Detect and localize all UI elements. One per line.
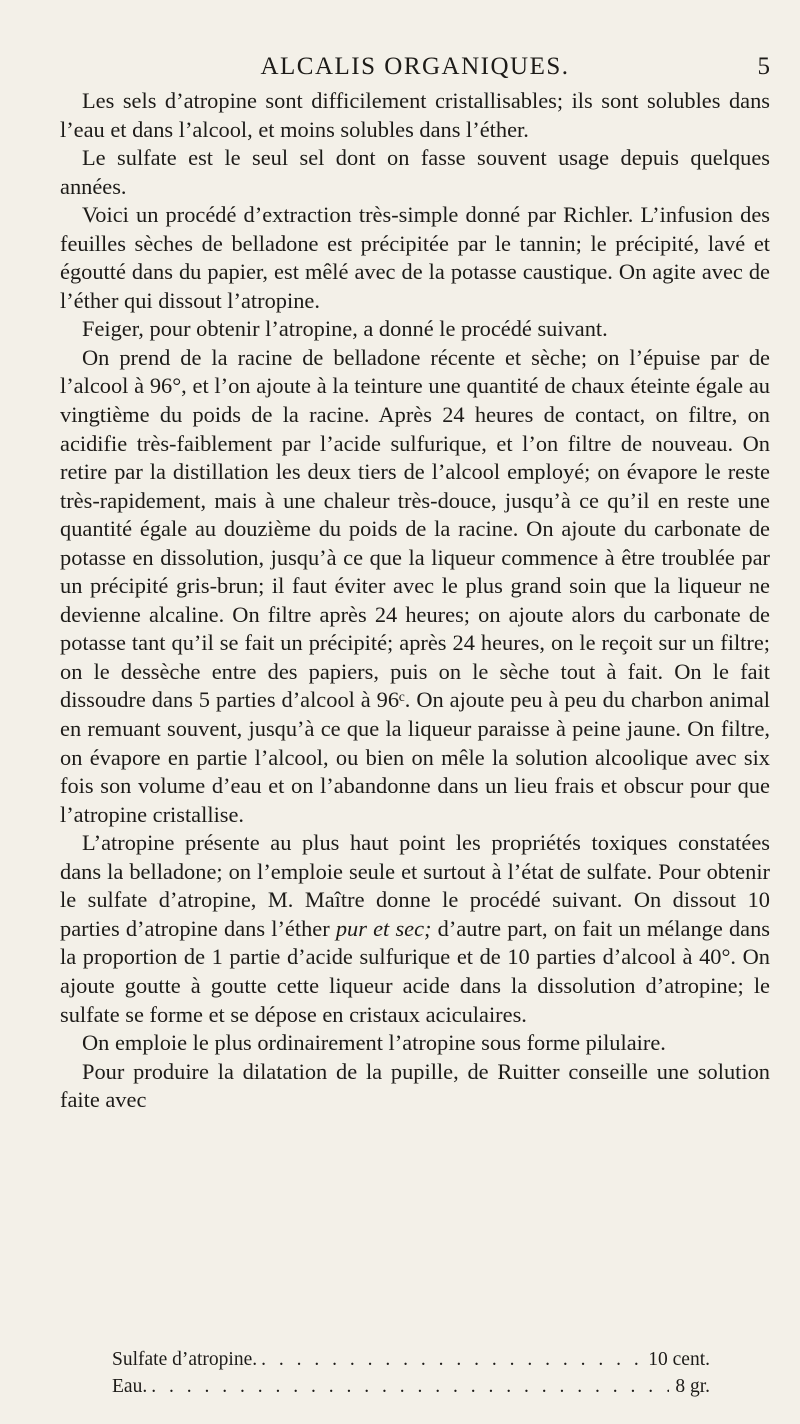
italic-text: pur et sec; <box>335 915 432 941</box>
ingredient-quantity: 8 gr. <box>675 1376 710 1397</box>
running-head <box>60 52 770 88</box>
dot-leader <box>151 1373 669 1400</box>
dot-leader <box>261 1346 642 1373</box>
recipe-list <box>112 1346 710 1400</box>
paragraph: Les sels d’atropine sont difficilement cristallisables; ils sont solubles dans l’eau et dans l’alcool, et moins solubles dans l’éther. <box>60 88 770 142</box>
body-text <box>60 87 770 1115</box>
text-run: d’autre part, on fait un mélange dans la proportion de 1 partie d’acide sulfurique et de 10 parties d’alcool à 40°. On ajoute goutte à goutte cette liqueur acide dans la dissolution d’atropine; le sulfate se forme et se dépose en cristaux aciculaires. <box>60 915 770 1027</box>
ingredient-name: Sulfate d’atropine. <box>112 1349 258 1370</box>
paragraph: On emploie le plus ordinairement l’atropine sous forme pilulaire. <box>82 1030 666 1056</box>
recipe-row <box>112 1346 710 1373</box>
ingredient-quantity: 10 cent. <box>648 1349 710 1370</box>
paragraph: Feiger, pour obtenir l’atropine, a donné le procédé suivant. <box>82 316 608 342</box>
paragraph-sulfate <box>60 829 770 1029</box>
recipe-row <box>112 1373 710 1400</box>
running-title: ALCALIS ORGANIQUES. <box>260 53 570 80</box>
paragraph: Le sulfate est le seul sel dont on fasse souvent usage depuis quelques années. <box>60 145 770 199</box>
ingredient-name: Eau. <box>112 1376 148 1397</box>
page-number: 5 <box>757 53 770 80</box>
paragraph: Voici un procédé d’extraction très-simple donné par Richler. L’infusion des feuilles sèches de belladone est précipitée par le tannin; le précipité, lavé et égoutté dans du papier, est mêlé avec de la potasse caustique. On agite avec de l’éther qui dissout l’atropine. <box>60 202 770 313</box>
paragraph: Pour produire la dilatation de la pupille, de Ruitter conseille une solution faite avec <box>60 1058 770 1113</box>
paragraph: On prend de la racine de belladone récente et sèche; on l’épuise par de l’alcool à 96°, et l’on ajoute à la teinture une quantité de chaux éteinte égale au vingtième du poids de la racine. Après 24 heures de contact, on filtre, on acidifie très-faiblement par l’acide sulfurique, et l’on filtre de nouveau. On retire par la distillation les deux tiers de l’alcool employé; on évapore le reste très-rapidement, mais à une chaleur très-douce, jusqu’à ce qu’il en reste une quantité égale au douzième du poids de la racine. On ajoute du carbonate de potasse en dissolution, jusqu’à ce que la liqueur commence à être troublée par un précipité gris-brun; il faut éviter avec le plus grand soin que la liqueur ne devienne alcaline. On filtre après 24 heures; on ajoute alors du carbonate de potasse tant qu’il se fait un précipité; après 24 heures, on le reçoit sur un filtre; on le dessèche entre des papiers, puis on le sèche tout à fait. On le fait dissoudre dans 5 parties d’alcool à 96ᶜ. On ajoute peu à peu du charbon animal en remuant souvent, jusqu’à ce que la liqueur paraisse à peine jaune. On filtre, on évapore en partie l’alcool, ou bien on mêle la solution alcoolique avec six fois son volume d’eau et on l’abandonne dans un lieu frais et obscur pour que l’atropine cristallise. <box>60 344 770 827</box>
text-run: L’atropine présente au plus haut point les propriétés toxiques constatées dans la belladone; on l’emploie seule et surtout à l’état de sulfate. Pour obtenir le sulfate d’atropine, M. Maître donne le procédé suivant. On dissout 10 parties d’atropine dans l’éther <box>60 830 770 941</box>
